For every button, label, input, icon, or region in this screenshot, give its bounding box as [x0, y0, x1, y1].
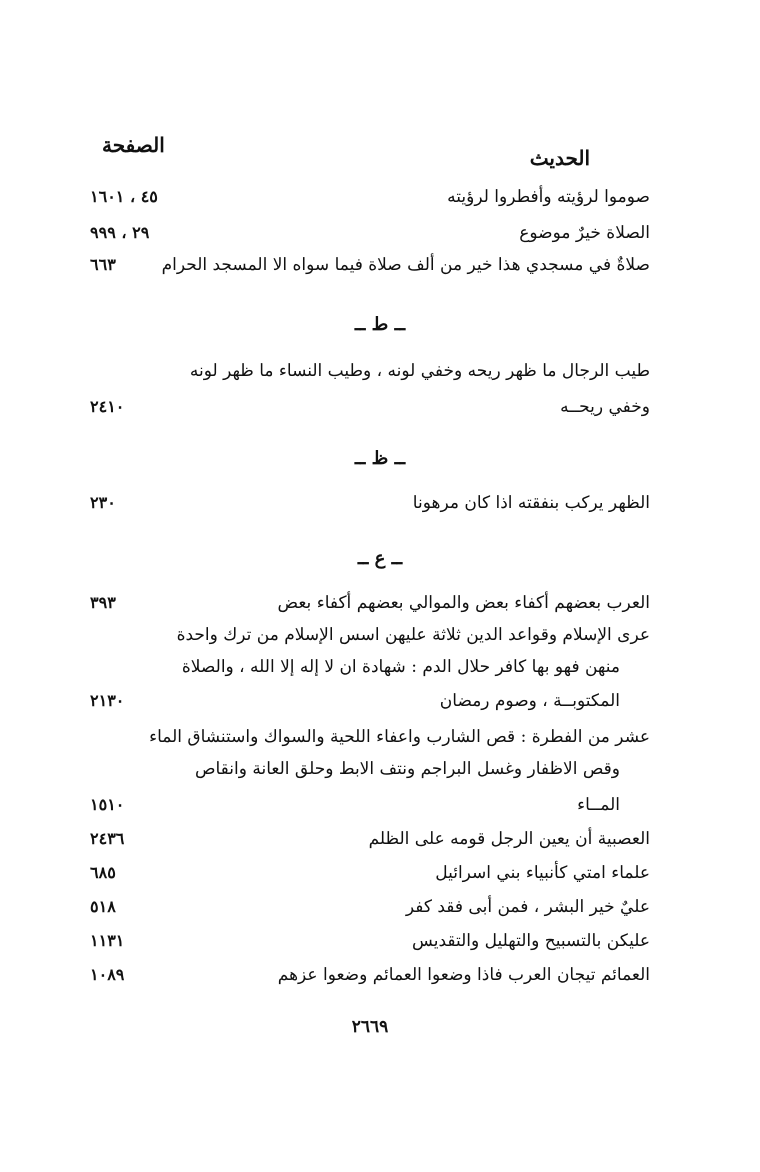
list-item: [90, 588, 650, 618]
hadith-column-header: الحديث: [529, 146, 590, 170]
hadith-text: وقص الاظفار وغسل البراجم ونتف الابط وحلق العانة وانقاص: [194, 759, 620, 779]
hadith-text: منهن فهو بها كافر حلال الدم : شهادة ان لا إله إلا الله ، والصلاة: [181, 657, 620, 677]
page-ref: ٦٦٣: [90, 255, 116, 274]
list-item: [90, 392, 650, 422]
list-item: [90, 652, 650, 682]
page-ref: ١٥١٠: [90, 795, 125, 814]
list-item: [90, 892, 650, 922]
hadith-text: المكتوبــة ، وصوم رمضان: [439, 691, 620, 711]
page-ref: ١٠٨٩: [90, 965, 125, 984]
list-item: [90, 620, 650, 650]
list-item: [90, 356, 650, 386]
page-ref: ٢٤١٠: [90, 397, 125, 416]
list-item: [90, 926, 650, 956]
list-item: [90, 686, 650, 716]
page-ref: ٥١٨: [90, 897, 116, 916]
section-heading-ta: ــ ط ــ: [354, 314, 406, 335]
hadith-text: الظهر يركب بنفقته اذا كان مرهونا: [412, 493, 650, 513]
hadith-text: طيب الرجال ما ظهر ريحه وخفي لونه ، وطيب النساء ما ظهر لونه: [189, 361, 650, 381]
page-ref: ٤٥ ، ١٦٠١: [90, 187, 158, 206]
list-item: [90, 250, 650, 280]
hadith-text: صوموا لرؤيته وأفطروا لرؤيته: [447, 187, 650, 207]
hadith-text: وخفي ريحــه: [560, 397, 650, 417]
hadith-text: عشر من الفطرة : قص الشارب واعفاء اللحية والسواك واستنشاق الماء: [149, 727, 650, 747]
list-item: [90, 858, 650, 888]
list-item: [90, 722, 650, 752]
hadith-text: العصبية أن يعين الرجل قومه على الظلم: [368, 829, 650, 849]
page-ref: ٣٩٣: [90, 593, 116, 612]
hadith-text: علماء امتي كأنبياء بني اسرائيل: [435, 863, 650, 883]
page-ref: ٢٩ ، ٩٩٩: [90, 223, 150, 242]
page-ref: ٦٨٥: [90, 863, 116, 882]
hadith-text: صلاةٌ في مسجدي هذا خير من ألف صلاة فيما سواه الا المسجد الحرام: [161, 255, 650, 275]
page-ref: ١١٣١: [90, 931, 125, 950]
page-ref: ٢٣٠: [90, 493, 116, 512]
list-item: [90, 790, 650, 820]
section-heading-ain: ــ ع ــ: [357, 548, 403, 569]
page-ref: ٢١٣٠: [90, 691, 125, 710]
section-heading-za: ــ ظ ــ: [354, 448, 406, 469]
hadith-text: عليكن بالتسبيح والتهليل والتقديس: [412, 931, 650, 951]
list-item: [90, 824, 650, 854]
hadith-text: عرى الإسلام وقواعد الدين ثلاثة عليهن اسس الإسلام من ترك واحدة: [176, 625, 650, 645]
list-item: [90, 754, 650, 784]
list-item: [90, 218, 650, 248]
page-ref: ٢٤٣٦: [90, 829, 125, 848]
page-column-header: الصفحة: [102, 133, 165, 157]
list-item: [90, 960, 650, 990]
list-item: [90, 182, 650, 212]
hadith-text: المــاء: [577, 795, 620, 815]
hadith-text: الصلاة خيرٌ موضوع: [519, 223, 650, 243]
list-item: [90, 488, 650, 518]
hadith-text: عليٌ خير البشر ، فمن أبى فقد كفر: [405, 897, 650, 917]
hadith-text: العرب بعضهم أكفاء بعض والموالي بعضهم أكفاء بعض: [277, 593, 650, 613]
page-number: ٢٦٦٩: [351, 1017, 389, 1037]
hadith-text: العمائم تيجان العرب فاذا وضعوا العمائم وضعوا عزهم: [277, 965, 650, 985]
